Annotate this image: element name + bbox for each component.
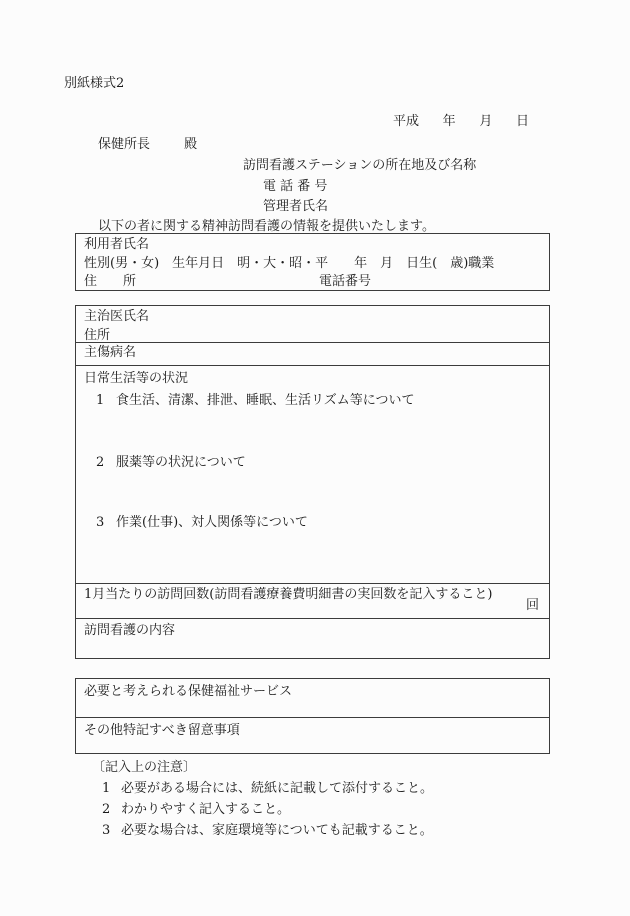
date-era-label: 平成 xyxy=(393,114,420,129)
date-year-label: 年 xyxy=(442,114,456,129)
user-attributes-line: 性別(男・女) 生年月日 明・大・昭・平 年 月 日生( 歳)職業 xyxy=(84,255,495,271)
notes-title: 〔記入上の注意〕 xyxy=(92,760,197,775)
daily-life-item xyxy=(96,392,414,411)
recipient-honorific: 殿 xyxy=(184,137,198,152)
doctor-row xyxy=(76,306,549,343)
daily-item-number: 1 xyxy=(96,393,105,408)
date-day-label: 日 xyxy=(515,114,529,129)
note-text: わかりやすく記入すること。 xyxy=(121,802,291,817)
visit-content-row xyxy=(76,619,549,659)
disease-row xyxy=(76,343,549,366)
doctor-name-label: 主治医氏名 xyxy=(84,309,150,324)
station-name-label: 訪問看護ステーションの所在地及び名称 xyxy=(243,158,477,173)
daily-life-row xyxy=(76,366,549,584)
note-number: 3 xyxy=(102,823,111,838)
user-name-label: 利用者氏名 xyxy=(84,237,150,252)
main-table-box xyxy=(75,305,550,659)
visit-content-label: 訪問看護の内容 xyxy=(84,623,176,638)
note-number: 1 xyxy=(102,781,111,796)
note-item xyxy=(102,822,433,841)
user-info-box xyxy=(75,233,550,291)
note-item xyxy=(102,780,433,799)
note-item xyxy=(102,801,290,820)
doctor-address-label: 住所 xyxy=(84,327,111,343)
daily-life-title: 日常生活等の状況 xyxy=(84,371,189,386)
recipient-line xyxy=(98,136,197,155)
services-label: 必要と考えられる保健福祉サービス xyxy=(84,684,293,699)
user-address-label: 住 所 xyxy=(84,274,137,289)
remarks-label: その他特記すべき留意事項 xyxy=(84,723,240,738)
extra-box xyxy=(75,678,550,754)
note-number: 2 xyxy=(102,802,111,817)
station-phone-label: 電 話 番 号 xyxy=(263,179,328,194)
daily-life-item xyxy=(96,514,308,533)
daily-item-number: 2 xyxy=(96,455,105,470)
disease-label: 主傷病名 xyxy=(84,345,137,360)
remarks-row xyxy=(76,718,549,754)
user-address-line xyxy=(76,273,549,292)
daily-item-text: 服薬等の状況について xyxy=(116,455,246,470)
daily-item-text: 作業(仕事)、対人関係等について xyxy=(116,515,308,530)
visit-count-label: 1月当たりの訪問回数(訪問看護療養費明細書の実回数を記入すること) xyxy=(84,587,493,602)
user-phone-label: 電話番号 xyxy=(319,274,372,289)
form-number: 別紙様式2 xyxy=(64,76,125,91)
daily-item-text: 食生活、清潔、排泄、睡眠、生活リズム等について xyxy=(116,393,415,408)
visit-count-row xyxy=(76,584,549,619)
date-line xyxy=(393,113,529,132)
note-text: 必要な場合は、家庭環境等についても記載すること。 xyxy=(121,823,433,838)
daily-item-number: 3 xyxy=(96,515,105,530)
note-text: 必要がある場合には、続紙に記載して添付すること。 xyxy=(121,781,434,796)
date-month-label: 月 xyxy=(479,114,493,129)
recipient-title: 保健所長 xyxy=(98,137,151,152)
visit-count-unit: 回 xyxy=(525,598,539,614)
intro-statement: 以下の者に関する精神訪問看護の情報を提供いたします。 xyxy=(98,219,435,234)
manager-name-label: 管理者氏名 xyxy=(263,199,329,214)
daily-life-item xyxy=(96,454,246,473)
services-row xyxy=(76,679,549,718)
